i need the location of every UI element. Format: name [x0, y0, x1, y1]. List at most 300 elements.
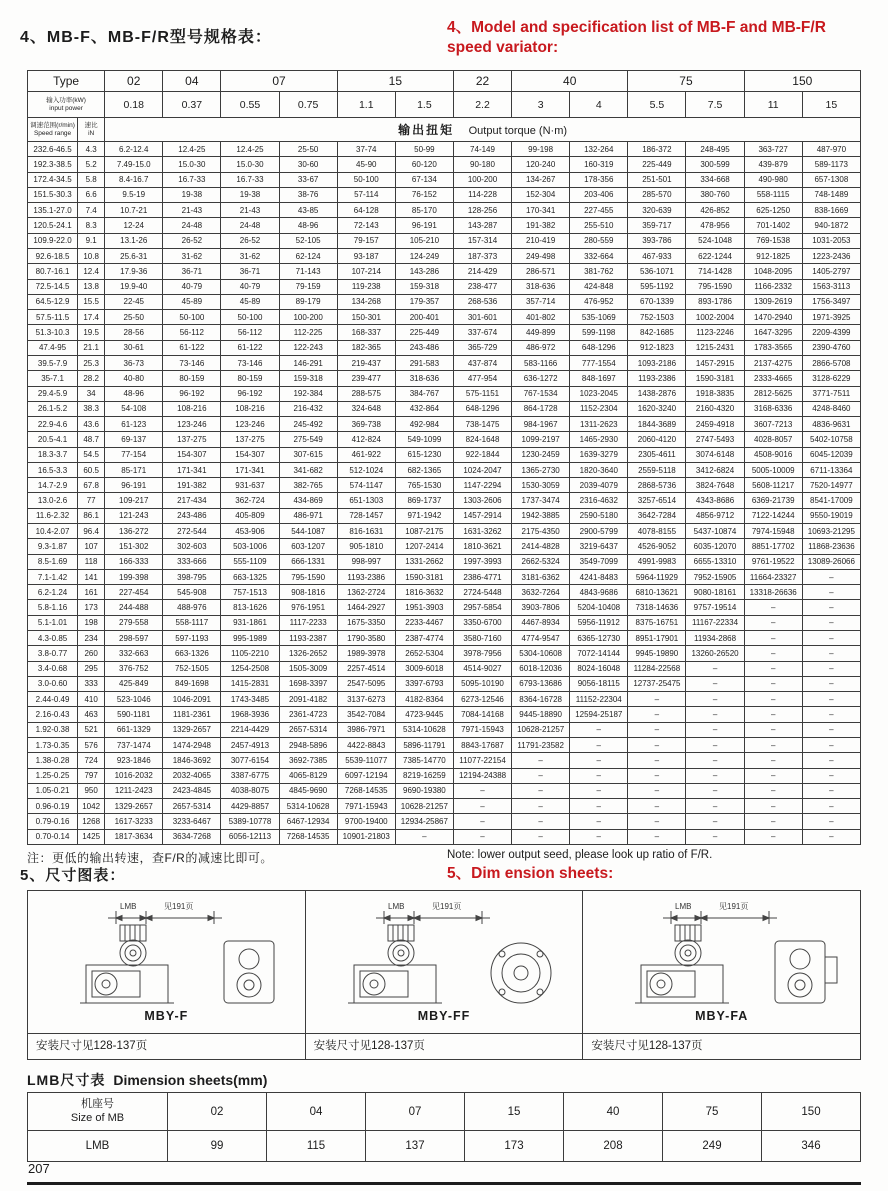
torque-cell: 8024-16048 [570, 661, 628, 676]
torque-cell: 1207-2414 [395, 539, 453, 554]
speed-range-cell: 35-7.1 [28, 371, 78, 386]
torque-cell: 2590-5180 [570, 508, 628, 523]
torque-cell: 4241-8483 [570, 569, 628, 584]
torque-cell: 72-143 [337, 218, 395, 233]
torque-cell: 286-571 [512, 264, 570, 279]
torque-cell: 7084-14168 [453, 707, 511, 722]
table-row [28, 539, 861, 554]
torque-cell: 324-648 [337, 401, 395, 416]
torque-cell: 11868-23636 [802, 539, 860, 554]
torque-cell: 2257-4514 [337, 661, 395, 676]
torque-cell: 1105-2210 [221, 646, 279, 661]
torque-cell: – [744, 661, 802, 676]
torque-cell: 96-191 [395, 218, 453, 233]
torque-cell: – [686, 661, 744, 676]
torque-cell: 9550-19019 [802, 508, 860, 523]
torque-cell: 320-639 [628, 203, 686, 218]
torque-cell: – [453, 799, 511, 814]
torque-cell: 30-60 [279, 157, 337, 172]
torque-cell: 5005-10009 [744, 462, 802, 477]
torque-cell: 170-341 [512, 203, 570, 218]
table-row [28, 524, 861, 539]
torque-cell: – [570, 783, 628, 798]
torque-cell: 437-874 [453, 355, 511, 370]
ratio-cell: 6.6 [78, 187, 105, 202]
torque-cell: 2652-5304 [395, 646, 453, 661]
ratio-cell: 410 [78, 692, 105, 707]
type-40: 40 [512, 71, 628, 92]
torque-cell: 5204-10408 [570, 600, 628, 615]
torque-cell: 1329-2657 [105, 799, 163, 814]
torque-cell: 8951-17901 [628, 631, 686, 646]
torque-cell: – [744, 753, 802, 768]
torque-cell: 3387-6775 [221, 768, 279, 783]
torque-cell: 3397-6793 [395, 676, 453, 691]
torque-cell: 976-1951 [279, 600, 337, 615]
torque-cell: 57-114 [337, 187, 395, 202]
install-note: 安装尺寸见128-137页 [28, 1033, 305, 1059]
torque-cell: 2657-5314 [163, 799, 221, 814]
torque-cell: 931-637 [221, 478, 279, 493]
table-row [28, 768, 861, 783]
speed-range-cell: 135.1-27.0 [28, 203, 78, 218]
ratio-cell: 7.4 [78, 203, 105, 218]
torque-cell: 5095-10190 [453, 676, 511, 691]
torque-cell: 40-79 [163, 279, 221, 294]
size-cell: 15 [465, 1093, 564, 1131]
torque-cell: 4774-9547 [512, 631, 570, 646]
torque-cell: 318-636 [395, 371, 453, 386]
torque-cell: 128-256 [453, 203, 511, 218]
torque-cell: 279-558 [105, 615, 163, 630]
table-row [28, 248, 861, 263]
torque-cell: 43-85 [279, 203, 337, 218]
torque-cell: 1820-3640 [570, 462, 628, 477]
ratio-cell: 333 [78, 676, 105, 691]
torque-cell: 2414-4828 [512, 539, 570, 554]
torque-cell: 3233-6467 [163, 814, 221, 829]
speed-range-cell: 232.6-46.5 [28, 142, 78, 157]
torque-cell: – [802, 814, 860, 829]
type-75: 75 [628, 71, 744, 92]
torque-cell: 3077-6154 [221, 753, 279, 768]
torque-cell: 45-90 [337, 157, 395, 172]
torque-cell: – [744, 646, 802, 661]
ratio-cell: 21.1 [78, 340, 105, 355]
torque-cell: 923-1846 [105, 753, 163, 768]
torque-cell: 171-341 [221, 462, 279, 477]
speed-range-cell: 9.3-1.87 [28, 539, 78, 554]
torque-cell: 108-216 [221, 401, 279, 416]
ratio-cell: 295 [78, 661, 105, 676]
torque-cell: 1464-2927 [337, 600, 395, 615]
table-row [28, 279, 861, 294]
torque-cell: 2175-4350 [512, 524, 570, 539]
size-cell: 40 [564, 1093, 663, 1131]
table-row [28, 447, 861, 462]
torque-cell: 558-1117 [163, 615, 221, 630]
torque-cell: 50-100 [163, 310, 221, 325]
ratio-cell: 43.6 [78, 417, 105, 432]
torque-cell: 11152-22304 [570, 692, 628, 707]
torque-cell: – [744, 768, 802, 783]
torque-cell: 9700-19400 [337, 814, 395, 829]
torque-cell: 227-455 [570, 203, 628, 218]
torque-cell: 12194-24388 [453, 768, 511, 783]
torque-cell: 30-61 [105, 340, 163, 355]
torque-cell: 3978-7956 [453, 646, 511, 661]
torque-cell: 280-559 [570, 233, 628, 248]
torque-cell: 249-498 [512, 248, 570, 263]
type-15: 15 [337, 71, 453, 92]
torque-cell: 50-99 [395, 142, 453, 157]
torque-cell: 424-848 [570, 279, 628, 294]
torque-cell: 1590-3181 [395, 569, 453, 584]
torque-cell: 2724-5448 [453, 585, 511, 600]
torque-cell: 1817-3634 [105, 829, 163, 844]
torque-cell: 661-1329 [105, 722, 163, 737]
torque-cell: – [802, 768, 860, 783]
speed-range-cell: 39.5-7.9 [28, 355, 78, 370]
torque-cell: – [453, 814, 511, 829]
torque-cell: 8843-17687 [453, 737, 511, 752]
torque-cell: 777-1554 [570, 355, 628, 370]
torque-cell: 332-664 [570, 248, 628, 263]
torque-cell: 1971-3925 [802, 310, 860, 325]
torque-cell: – [802, 585, 860, 600]
torque-cell: 24-48 [163, 218, 221, 233]
torque-cell: 651-1303 [337, 493, 395, 508]
speed-range-cell: 57.5-11.5 [28, 310, 78, 325]
torque-cell: 4514-9027 [453, 661, 511, 676]
torque-cell: 3771-7511 [802, 386, 860, 401]
torque-cell: – [802, 646, 860, 661]
table-row [28, 187, 861, 202]
torque-cell: 752-1503 [628, 310, 686, 325]
speed-range-cell: 0.96-0.19 [28, 799, 78, 814]
speed-range-label: 调速范围(r/min) Speed range [28, 118, 78, 142]
torque-cell: – [395, 829, 453, 844]
torque-cell: 5539-11077 [337, 753, 395, 768]
table-row [28, 631, 861, 646]
torque-cell: 1620-3240 [628, 401, 686, 416]
panel-mby-fa [583, 891, 860, 1059]
table-row [28, 478, 861, 493]
torque-cell: – [744, 615, 802, 630]
torque-cell: 6273-12546 [453, 692, 511, 707]
torque-cell: 574-1147 [337, 478, 395, 493]
ratio-cell: 10.8 [78, 248, 105, 263]
model-caption: MBY-FA [695, 1009, 749, 1023]
torque-cell: 2747-5493 [686, 432, 744, 447]
torque-cell: 22-45 [105, 294, 163, 309]
torque-cell: 3549-7099 [570, 554, 628, 569]
torque-cell: 3634-7268 [163, 829, 221, 844]
torque-cell: 191-382 [163, 478, 221, 493]
torque-cell: 4526-9052 [628, 539, 686, 554]
torque-cell: 89-179 [279, 294, 337, 309]
torque-cell: 1756-3497 [802, 294, 860, 309]
torque-cell: 3137-6273 [337, 692, 395, 707]
ratio-cell: 463 [78, 707, 105, 722]
torque-cell: 622-1244 [686, 248, 744, 263]
ratio-cell: 198 [78, 615, 105, 630]
torque-cell: 334-668 [686, 172, 744, 187]
torque-cell: 85-171 [105, 462, 163, 477]
install-note: 安装尺寸见128-137页 [583, 1033, 860, 1059]
torque-cell: – [628, 753, 686, 768]
ratio-cell: 17.4 [78, 310, 105, 325]
torque-cell: 767-1534 [512, 386, 570, 401]
torque-cell: 1997-3993 [453, 554, 511, 569]
torque-cell: 10628-21257 [512, 722, 570, 737]
torque-cell: 2547-5095 [337, 676, 395, 691]
ratio-cell: 234 [78, 631, 105, 646]
torque-cell: 6097-12194 [337, 768, 395, 783]
torque-cell: 4038-8075 [221, 783, 279, 798]
torque-cell: 80-159 [163, 371, 221, 386]
torque-cell: 2039-4079 [570, 478, 628, 493]
torque-cell: 337-674 [453, 325, 511, 340]
torque-cell: 864-1728 [512, 401, 570, 416]
speed-range-cell: 109.9-22.0 [28, 233, 78, 248]
section5-title-en: 5、Dim ension sheets: [447, 865, 614, 882]
torque-cell: 77-154 [105, 447, 163, 462]
torque-cell: 244-488 [105, 600, 163, 615]
torque-cell: 1457-2915 [686, 355, 744, 370]
torque-cell: – [453, 829, 511, 844]
torque-cell: 12.4-25 [163, 142, 221, 157]
torque-cell: – [802, 783, 860, 798]
torque-cell: 663-1326 [163, 646, 221, 661]
lmb-value-cell: 115 [267, 1131, 366, 1162]
torque-cell: 1093-2186 [628, 355, 686, 370]
torque-cell: 4723-9445 [395, 707, 453, 722]
torque-cell: 13318-26636 [744, 585, 802, 600]
torque-cell: 12-24 [105, 218, 163, 233]
type-04: 04 [163, 71, 221, 92]
table-row [28, 753, 861, 768]
torque-cell: 1675-3350 [337, 615, 395, 630]
torque-cell: – [802, 753, 860, 768]
torque-cell: 26-52 [221, 233, 279, 248]
ratio-cell: 576 [78, 737, 105, 752]
ratio-cell: 48.7 [78, 432, 105, 447]
table-row [28, 554, 861, 569]
torque-cell: 1087-2175 [395, 524, 453, 539]
torque-cell: 159-318 [395, 279, 453, 294]
torque-cell: 1254-2508 [221, 661, 279, 676]
table-row [28, 233, 861, 248]
ratio-cell: 54.5 [78, 447, 105, 462]
table-row [28, 676, 861, 691]
torque-cell: 523-1046 [105, 692, 163, 707]
torque-cell: 56-112 [163, 325, 221, 340]
type-150: 150 [744, 71, 860, 92]
torque-cell: – [802, 722, 860, 737]
torque-cell: 245-492 [279, 417, 337, 432]
sub-header-row [28, 118, 861, 142]
ratio-cell: 12.4 [78, 264, 105, 279]
torque-cell: 9445-18890 [512, 707, 570, 722]
torque-cell: 31-62 [221, 248, 279, 263]
torque-cell: 4065-8129 [279, 768, 337, 783]
torque-cell: – [628, 692, 686, 707]
torque-cell: 10.7-21 [105, 203, 163, 218]
torque-cell: 590-1181 [105, 707, 163, 722]
speed-range-cell: 72.5-14.5 [28, 279, 78, 294]
torque-cell: 9690-19380 [395, 783, 453, 798]
power-value: 1.5 [395, 92, 453, 118]
torque-cell: 4843-9686 [570, 585, 628, 600]
torque-cell: 3692-7385 [279, 753, 337, 768]
table-row [28, 371, 861, 386]
torque-cell: 36-73 [105, 355, 163, 370]
torque-cell: 56-112 [221, 325, 279, 340]
spec-table [27, 70, 861, 845]
torque-cell: 380-760 [686, 187, 744, 202]
power-value: 0.37 [163, 92, 221, 118]
torque-cell: 912-1823 [628, 340, 686, 355]
torque-cell: – [512, 829, 570, 844]
torque-cell: – [802, 600, 860, 615]
input-power-label: 输入功率(kW) input power [28, 92, 105, 118]
torque-cell: 3542-7084 [337, 707, 395, 722]
torque-cell: 1918-3835 [686, 386, 744, 401]
torque-cell: 492-984 [395, 417, 453, 432]
torque-cell: 5956-11912 [570, 615, 628, 630]
torque-cell: 301-601 [453, 310, 511, 325]
torque-cell: 159-318 [279, 371, 337, 386]
torque-cell: 1790-3580 [337, 631, 395, 646]
torque-cell: 1117-2233 [279, 615, 337, 630]
torque-cell: – [686, 829, 744, 844]
ratio-cell: 724 [78, 753, 105, 768]
torque-cell: 9761-19522 [744, 554, 802, 569]
torque-cell: 99-198 [512, 142, 570, 157]
ratio-cell: 161 [78, 585, 105, 600]
torque-cell: 90-180 [453, 157, 511, 172]
torque-cell: 16.7-33 [163, 172, 221, 187]
torque-cell: 21-43 [221, 203, 279, 218]
torque-cell: – [512, 768, 570, 783]
torque-cell: 186-372 [628, 142, 686, 157]
torque-cell: 112-225 [279, 325, 337, 340]
torque-cell: – [570, 753, 628, 768]
install-note: 安装尺寸见128-137页 [306, 1033, 583, 1059]
torque-cell: 114-228 [453, 187, 511, 202]
torque-cell: 486-972 [512, 340, 570, 355]
torque-cell: 728-1457 [337, 508, 395, 523]
torque-cell: 657-1308 [802, 172, 860, 187]
model-caption: MBY-FF [417, 1009, 471, 1023]
torque-cell: 1968-3936 [221, 707, 279, 722]
torque-cell: 2459-4918 [686, 417, 744, 432]
torque-cell: 150-301 [337, 310, 395, 325]
torque-cell: – [570, 814, 628, 829]
torque-cell: – [628, 768, 686, 783]
torque-cell: 363-727 [744, 142, 802, 157]
torque-cell: 105-210 [395, 233, 453, 248]
ratio-cell: 260 [78, 646, 105, 661]
speed-range-cell: 0.70-0.14 [28, 829, 78, 844]
torque-cell: 2316-4632 [570, 493, 628, 508]
torque-cell: 1737-3474 [512, 493, 570, 508]
speed-range-cell: 3.0-0.60 [28, 676, 78, 691]
torque-cell: 6369-21739 [744, 493, 802, 508]
torque-cell: – [570, 722, 628, 737]
speed-range-cell: 2.16-0.43 [28, 707, 78, 722]
torque-cell: 575-1151 [453, 386, 511, 401]
torque-cell: 7122-14244 [744, 508, 802, 523]
torque-cell: – [744, 814, 802, 829]
torque-cell: 79-159 [279, 279, 337, 294]
torque-cell: 536-1071 [628, 264, 686, 279]
torque-cell: 1783-3565 [744, 340, 802, 355]
torque-cell: 2333-4665 [744, 371, 802, 386]
torque-cell: – [744, 799, 802, 814]
torque-cell: 10628-21257 [395, 799, 453, 814]
table-row [28, 783, 861, 798]
torque-cell: 625-1250 [744, 203, 802, 218]
torque-cell: 1331-2662 [395, 554, 453, 569]
torque-cell: – [512, 783, 570, 798]
torque-cell: 6365-12730 [570, 631, 628, 646]
power-value: 15 [802, 92, 860, 118]
lmb-value-cell: 249 [663, 1131, 762, 1162]
torque-cell: 137-275 [163, 432, 221, 447]
torque-cell: 1530-3059 [512, 478, 570, 493]
torque-cell: 307-615 [279, 447, 337, 462]
torque-cell: 1024-2047 [453, 462, 511, 477]
torque-cell: 5314-10628 [395, 722, 453, 737]
ratio-cell: 15.5 [78, 294, 105, 309]
speed-range-cell: 13.0-2.6 [28, 493, 78, 508]
speed-range-cell: 6.2-1.24 [28, 585, 78, 600]
torque-cell: 3824-7648 [686, 478, 744, 493]
table-row [28, 646, 861, 661]
table-row [28, 264, 861, 279]
torque-cell: 17.9-36 [105, 264, 163, 279]
torque-cell: 1193-2386 [337, 569, 395, 584]
table-row [28, 508, 861, 523]
torque-cell: 243-486 [163, 508, 221, 523]
torque-cell: – [628, 814, 686, 829]
torque-cell: 503-1006 [221, 539, 279, 554]
torque-cell: 96-192 [221, 386, 279, 401]
torque-cell: 401-802 [512, 310, 570, 325]
torque-cell: 25-50 [105, 310, 163, 325]
torque-cell: 124-249 [395, 248, 453, 263]
torque-cell: 134-267 [512, 172, 570, 187]
torque-cell: 5314-10628 [279, 799, 337, 814]
torque-cell: 3903-7806 [512, 600, 570, 615]
torque-cell: 1989-3978 [337, 646, 395, 661]
torque-cell: 434-869 [279, 493, 337, 508]
torque-cell: 74-149 [453, 142, 511, 157]
lmb-dim-label: LMB [120, 902, 137, 911]
torque-cell: – [686, 676, 744, 691]
torque-cell: 376-752 [105, 661, 163, 676]
torque-cell: 2137-4275 [744, 355, 802, 370]
torque-cell: 1152-2304 [570, 401, 628, 416]
torque-cell: 132-264 [570, 142, 628, 157]
lmb-value-cell: 346 [762, 1131, 861, 1162]
torque-cell: – [802, 631, 860, 646]
torque-cell: 4836-9631 [802, 417, 860, 432]
torque-cell: 648-1296 [570, 340, 628, 355]
torque-cell: 2390-4760 [802, 340, 860, 355]
